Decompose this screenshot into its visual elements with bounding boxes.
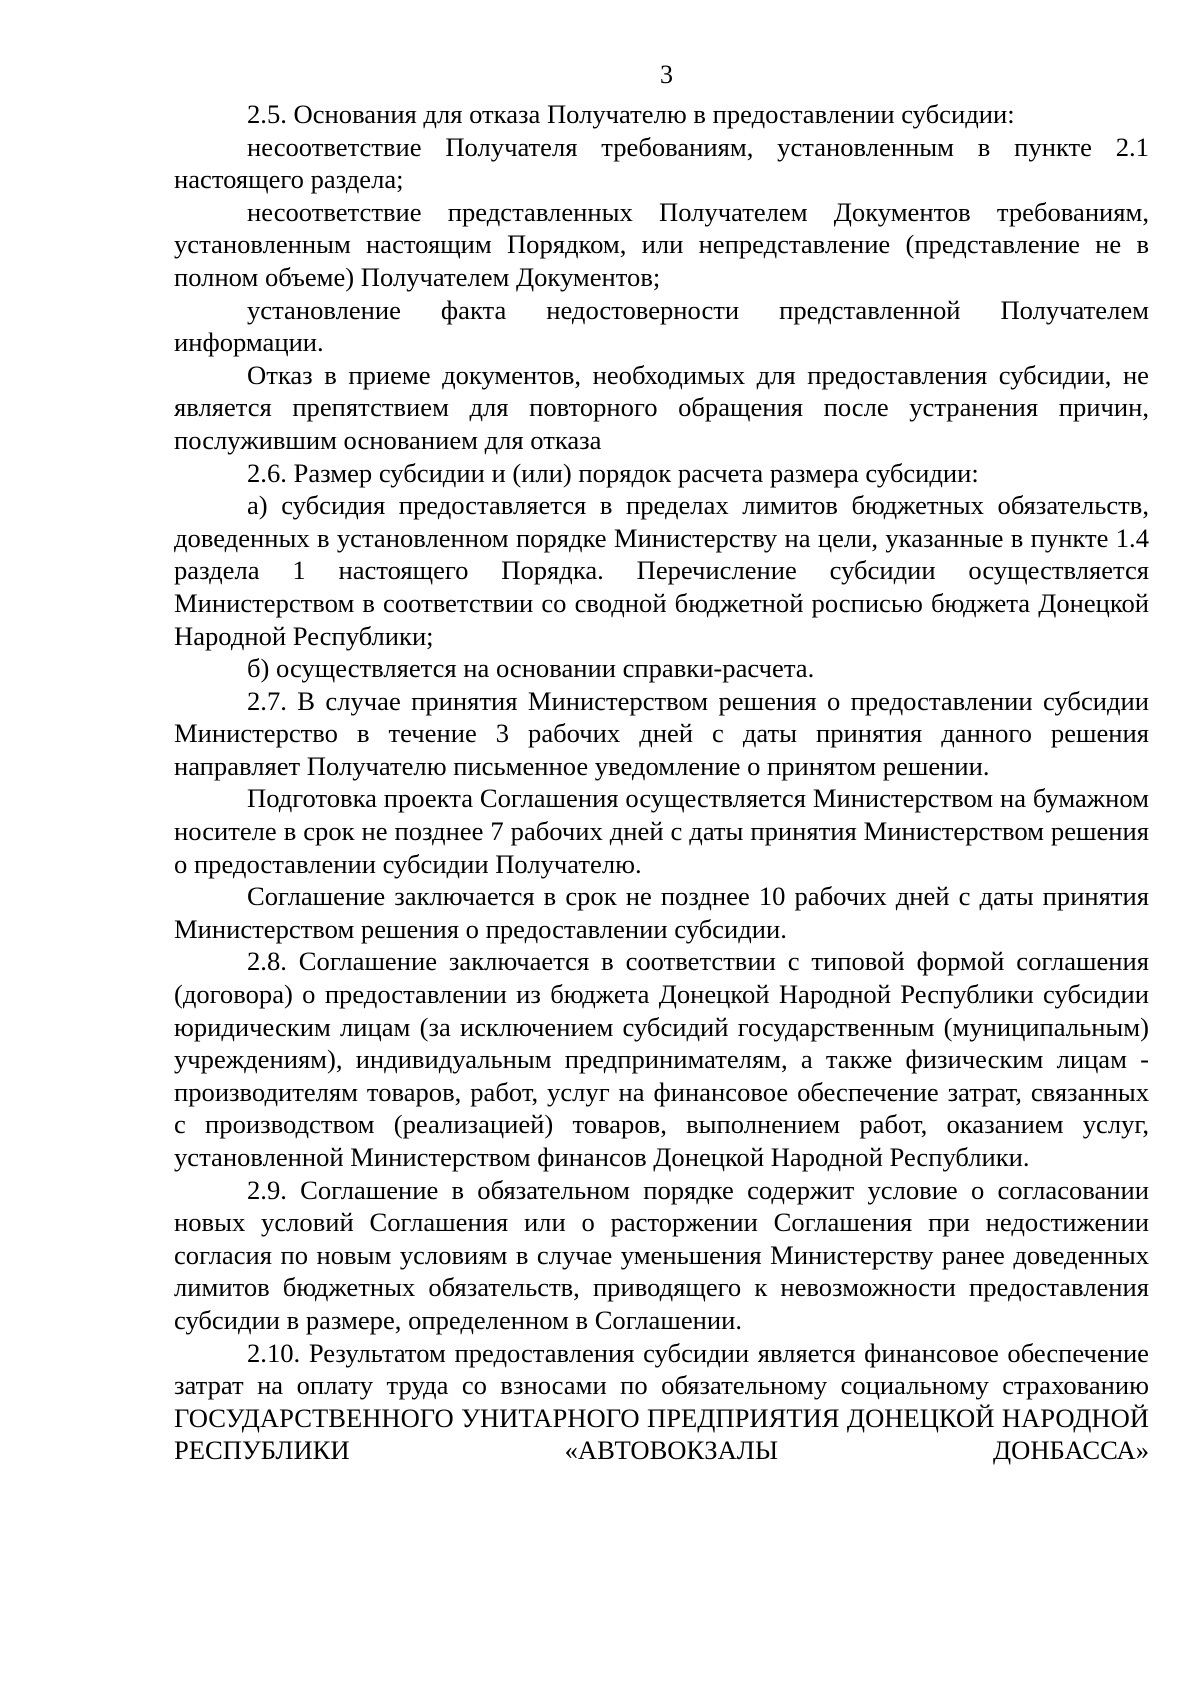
paragraph-agreement-draft: Подготовка проекта Соглашения осуществляется Министерством на бумажном носителе в срок не позднее 7 рабочих дней с даты принятия Министерством решения о предоставлении субсидии Получателю.	[174, 783, 1149, 879]
paragraph-2-6-a: а) субсидия предоставляется в пределах лимитов бюджетных обязательств, доведенных в установленном порядке Министерству на цели, указанные в пункте 1.4 раздела 1 настоящего Порядка. Перечисление субсидии осуществляется Министерством в соответствии со сводной бюджетной росписью бюджета Донецкой Народной Республики;	[174, 490, 1149, 651]
paragraph-2-6: 2.6. Размер субсидии и (или) порядок расчета размера субсидии:	[247, 457, 979, 488]
paragraph-agreement-term: Соглашение заключается в срок не позднее 10 рабочих дней с даты принятия Министерством решения о предоставлении субсидии.	[174, 881, 1149, 944]
paragraph-2-9: 2.9. Соглашение в обязательном порядке содержит условие о согласовании новых условий Соглашения или о расторжении Соглашения при недостижении согласия по новым условиям в случае уменьшения Министерству ранее доведенных лимитов бюджетных обязательств, приводящего к невозможности предоставления субсидии в размере, определенном в Соглашении.	[174, 1174, 1149, 1335]
document-page	[174, 60, 1149, 1467]
page-number: 3	[660, 60, 673, 89]
paragraph-2-5: 2.5. Основания для отказа Получателю в предоставлении субсидии:	[247, 99, 1015, 129]
paragraph-2-7: 2.7. В случае принятия Министерством решения о предоставлении субсидии Министерство в течение 3 рабочих дней с даты принятия данного решения направляет Получателю письменное уведомление о принятом решении.	[174, 685, 1149, 781]
paragraph-refusal-reason-3: установление факта недостоверности представленной Получателем информации.	[174, 294, 1149, 358]
paragraph-2-6-b: б) осуществляется на основании справки-расчета.	[247, 653, 815, 684]
paragraph-refusal-reason-1: несоответствие Получателя требованиям, установленным в пункте 2.1 настоящего раздела;	[174, 131, 1149, 195]
paragraph-2-8: 2.8. Соглашение заключается в соответствии с типовой формой соглашения (договора) о предоставлении из бюджета Донецкой Народной Республики субсидии юридическим лицам (за исключением субсидий государственным (муниципальным) учреждениям), индивидуальным предпринимателям, а также физическим лицам - производителям товаров, работ, услуг на финансовое обеспечение затрат, связанных с производством (реализацией) товаров, выполнением работ, оказанием услуг, установленной Министерством финансов Донецкой Народной Республики.	[174, 946, 1149, 1172]
paragraph-refusal-reason-2: несоответствие представленных Получателем Документов требованиям, установленным настоящим Порядком, или непредставление (представление не в полном объеме) Получателем Документов;	[174, 196, 1149, 292]
paragraph-2-10: 2.10. Результатом предоставления субсидии является финансовое обеспечение затрат на оплату труда со взносами по обязательному социальному страхованию ГОСУДАРСТВЕННОГО УНИТАРНОГО ПРЕДПРИЯТИЯ ДОНЕЦКОЙ НАРОДНОЙ РЕСПУБЛИКИ «АВТОВОКЗАЛЫ ДОНБАССА»	[174, 1337, 1149, 1466]
paragraph-refusal-note: Отказ в приеме документов, необходимых для предоставления субсидии, не является препятствием для повторного обращения после устранения причин, послужившим основанием для отказа	[174, 359, 1149, 455]
